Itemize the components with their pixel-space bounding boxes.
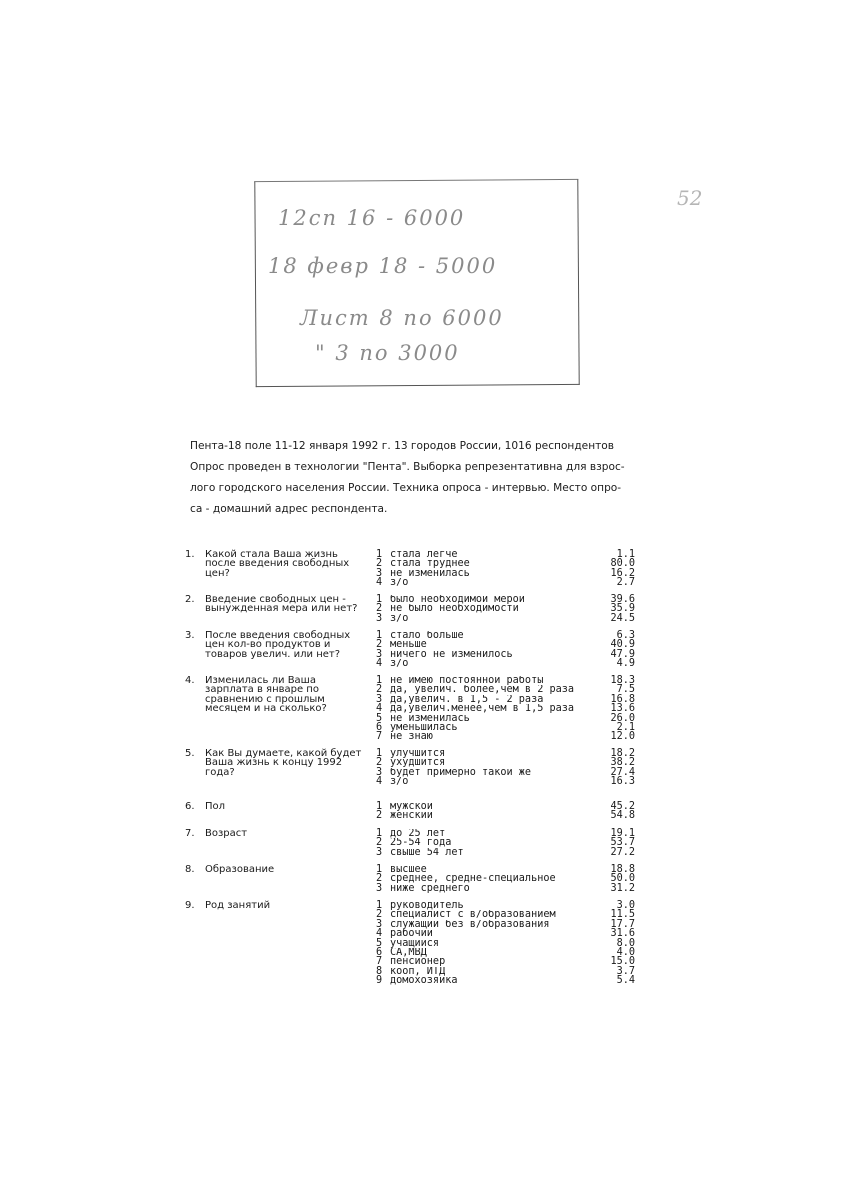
answer-label: да,увелич.менее,чем в 1,5 раза bbox=[390, 704, 575, 714]
answer-row bbox=[376, 732, 635, 741]
answer-code: 3 bbox=[376, 612, 383, 624]
answer-code: 2 bbox=[376, 873, 383, 885]
answer-code: 3 bbox=[376, 882, 383, 894]
question-text: Какой стала Ваша жизнь после введения свободных цен? bbox=[205, 549, 350, 579]
answer-label: среднее, средне-специальное bbox=[390, 874, 556, 884]
answer-row bbox=[376, 802, 635, 811]
answer-percent: 17.7 bbox=[610, 918, 635, 930]
answer-code: 4 bbox=[376, 928, 383, 940]
answer-code: 2 bbox=[376, 810, 383, 822]
answer-list bbox=[376, 865, 635, 893]
question-number: 4. bbox=[185, 675, 195, 686]
answer-percent: 54.8 bbox=[610, 810, 635, 822]
answer-label: улучшится bbox=[390, 749, 446, 759]
answer-percent: 16.3 bbox=[610, 776, 635, 788]
answer-label: учащийся bbox=[390, 938, 440, 948]
answer-percent: 2.1 bbox=[616, 721, 635, 733]
answer-code: 6 bbox=[376, 946, 383, 958]
answer-row bbox=[376, 768, 635, 777]
answer-code: 2 bbox=[376, 909, 383, 921]
answer-percent: 6.3 bbox=[616, 630, 635, 641]
answer-row bbox=[376, 910, 635, 919]
answer-row bbox=[376, 650, 635, 659]
answer-label: з/о bbox=[390, 613, 409, 624]
handwritten-line-4: " 3 по 3000 bbox=[315, 341, 460, 365]
answer-row bbox=[376, 929, 635, 938]
answer-percent: 11.5 bbox=[610, 909, 635, 921]
answer-code: 2 bbox=[376, 558, 383, 570]
answer-row bbox=[376, 685, 635, 694]
answer-label: ниже среднего bbox=[390, 883, 470, 894]
answer-row bbox=[376, 631, 635, 640]
question-number: 2. bbox=[185, 594, 195, 605]
answer-list bbox=[376, 802, 635, 821]
answer-row bbox=[376, 578, 635, 587]
answer-row bbox=[376, 559, 635, 568]
answer-code: 3 bbox=[376, 766, 383, 778]
answer-code: 1 bbox=[376, 594, 383, 605]
answer-percent: 50.0 bbox=[610, 873, 635, 885]
answer-label: СА,МВД bbox=[390, 947, 427, 958]
answer-code: 2 bbox=[376, 603, 383, 615]
question-text: Изменилась ли Ваша зарплата в январе по сравнению с прошлым месяцем и на сколько? bbox=[205, 675, 327, 715]
question-text: Род занятий bbox=[205, 900, 271, 911]
answer-percent: 40.9 bbox=[610, 639, 635, 651]
answer-list bbox=[376, 749, 635, 787]
answer-percent: 31.6 bbox=[610, 928, 635, 940]
answer-list bbox=[376, 595, 635, 623]
answer-percent: 3.7 bbox=[616, 965, 635, 977]
header-line-1: Пента-18 поле 11-12 января 1992 г. 13 городов России, 1016 респондентов bbox=[190, 440, 615, 452]
answer-code: 3 bbox=[376, 648, 383, 660]
answer-percent: 18.2 bbox=[610, 748, 635, 759]
answer-row bbox=[376, 758, 635, 767]
answer-percent: 80.0 bbox=[610, 558, 635, 570]
handwritten-line-3: Лист 8 по 6000 bbox=[300, 306, 504, 330]
answer-percent: 15.0 bbox=[610, 956, 635, 968]
answer-row bbox=[376, 901, 635, 910]
answer-label: стала труднее bbox=[390, 559, 470, 569]
answer-label: высшее bbox=[390, 865, 427, 875]
answer-code: 5 bbox=[376, 712, 383, 724]
answer-row bbox=[376, 723, 635, 732]
question-number: 9. bbox=[185, 900, 195, 911]
question-number: 8. bbox=[185, 864, 195, 875]
answer-label: специалист с в/образованием bbox=[390, 910, 556, 920]
answer-row bbox=[376, 714, 635, 723]
answer-row bbox=[376, 550, 635, 559]
answer-label: не имею постоянной работы bbox=[390, 676, 544, 686]
answer-row bbox=[376, 777, 635, 786]
answer-code: 1 bbox=[376, 801, 383, 812]
header-line-4: са - домашний адрес респондента. bbox=[190, 503, 388, 515]
answer-label: 25-54 года bbox=[390, 838, 452, 848]
answer-label: женский bbox=[390, 811, 433, 821]
answer-label: уменьшилась bbox=[390, 722, 458, 733]
answer-percent: 8.0 bbox=[616, 937, 635, 949]
answer-percent: 18.3 bbox=[610, 675, 635, 686]
answer-code: 2 bbox=[376, 837, 383, 849]
answer-list bbox=[376, 829, 635, 857]
answer-label: з/о bbox=[390, 777, 409, 787]
answer-label: свыше 54 лет bbox=[390, 847, 464, 858]
question-number: 1. bbox=[185, 549, 195, 560]
answer-row bbox=[376, 874, 635, 883]
answer-label: было необходимой мерой bbox=[390, 595, 525, 605]
answer-list bbox=[376, 550, 635, 588]
question-number: 3. bbox=[185, 630, 195, 641]
answer-code: 4 bbox=[376, 577, 383, 589]
answer-code: 2 bbox=[376, 757, 383, 769]
answer-percent: 7.5 bbox=[616, 684, 635, 696]
answer-row bbox=[376, 695, 635, 704]
answer-code: 6 bbox=[376, 721, 383, 733]
answer-percent: 26.0 bbox=[610, 712, 635, 724]
answer-percent: 39.6 bbox=[610, 594, 635, 605]
answer-label: ничего не изменилось bbox=[390, 649, 513, 660]
answer-percent: 5.4 bbox=[616, 975, 635, 987]
answer-row bbox=[376, 595, 635, 604]
question-text: Образование bbox=[205, 864, 275, 875]
survey-header bbox=[190, 436, 750, 520]
answer-label: да, увелич. более,чем в 2 раза bbox=[390, 685, 575, 695]
answer-code: 1 bbox=[376, 675, 383, 686]
answer-row bbox=[376, 640, 635, 649]
answer-percent: 35.9 bbox=[610, 603, 635, 615]
answer-label: да,увелич. в 1,5 - 2 раза bbox=[390, 694, 544, 705]
answer-row bbox=[376, 884, 635, 893]
answer-percent: 4.0 bbox=[616, 946, 635, 958]
answer-row bbox=[376, 948, 635, 957]
answer-code: 1 bbox=[376, 630, 383, 641]
answer-percent: 16.8 bbox=[610, 693, 635, 705]
answer-percent: 1.1 bbox=[616, 549, 635, 560]
answer-code: 3 bbox=[376, 693, 383, 705]
answer-code: 1 bbox=[376, 828, 383, 839]
answer-row bbox=[376, 848, 635, 857]
question-text: Пол bbox=[205, 801, 226, 812]
question-number: 7. bbox=[185, 828, 195, 839]
answer-label: стала легче bbox=[390, 550, 458, 560]
answer-row bbox=[376, 676, 635, 685]
answer-percent: 53.7 bbox=[610, 837, 635, 849]
header-line-2: Опрос проведен в технологии "Пента". Выборка репрезентативна для взрос- bbox=[190, 461, 625, 473]
answer-row bbox=[376, 829, 635, 838]
question-text: Возраст bbox=[205, 828, 248, 839]
question-number: 6. bbox=[185, 801, 195, 812]
answer-code: 3 bbox=[376, 918, 383, 930]
answer-code: 1 bbox=[376, 549, 383, 560]
answer-percent: 2.7 bbox=[616, 577, 635, 589]
answer-label: рабочий bbox=[390, 929, 433, 939]
question-text: После введения свободных цен кол-во продуктов и товаров увелич. или нет? bbox=[205, 630, 351, 660]
answer-percent: 31.2 bbox=[610, 882, 635, 894]
answer-code: 1 bbox=[376, 864, 383, 875]
answer-code: 3 bbox=[376, 846, 383, 858]
answer-label: ухудшится bbox=[390, 758, 446, 768]
answer-label: не изменилась bbox=[390, 713, 470, 723]
answer-label: не было необходимости bbox=[390, 604, 519, 614]
answer-percent: 45.2 bbox=[610, 801, 635, 812]
answer-percent: 3.0 bbox=[616, 900, 635, 911]
answer-row bbox=[376, 920, 635, 929]
answer-label: служащий без в/образования bbox=[390, 919, 550, 930]
answer-row bbox=[376, 614, 635, 623]
answer-label: стало больше bbox=[390, 631, 464, 641]
answer-label: будет примерно такой же bbox=[390, 767, 532, 778]
answer-code: 1 bbox=[376, 748, 383, 759]
answer-label: домохозяйка bbox=[390, 976, 458, 986]
handwritten-line-2: 18 февр 18 - 5000 bbox=[268, 254, 498, 278]
answer-code: 1 bbox=[376, 900, 383, 911]
answer-row bbox=[376, 865, 635, 874]
answer-code: 2 bbox=[376, 684, 383, 696]
answer-list bbox=[376, 901, 635, 986]
question-number: 5. bbox=[185, 748, 195, 759]
answer-code: 4 bbox=[376, 776, 383, 788]
answer-code: 4 bbox=[376, 703, 383, 715]
answer-row bbox=[376, 704, 635, 713]
answer-code: 4 bbox=[376, 658, 383, 670]
answer-label: меньше bbox=[390, 640, 427, 650]
answer-row bbox=[376, 939, 635, 948]
answer-percent: 12.0 bbox=[610, 731, 635, 743]
answer-label: не знаю bbox=[390, 732, 433, 742]
answer-label: мужской bbox=[390, 802, 433, 812]
answer-row bbox=[376, 749, 635, 758]
answer-list bbox=[376, 631, 635, 669]
answer-percent: 38.2 bbox=[610, 757, 635, 769]
answer-code: 7 bbox=[376, 731, 383, 743]
answer-row bbox=[376, 838, 635, 847]
answer-percent: 19.1 bbox=[610, 828, 635, 839]
answer-label: з/о bbox=[390, 578, 409, 588]
answer-percent: 13.6 bbox=[610, 703, 635, 715]
question-text: Введение свободных цен - вынужденная мера или нет? bbox=[205, 594, 358, 615]
answer-percent: 27.4 bbox=[610, 766, 635, 778]
answer-row bbox=[376, 967, 635, 976]
answer-row bbox=[376, 659, 635, 668]
answer-list bbox=[376, 676, 635, 742]
answer-percent: 4.9 bbox=[616, 658, 635, 670]
answer-code: 2 bbox=[376, 639, 383, 651]
answer-row bbox=[376, 569, 635, 578]
answer-percent: 47.9 bbox=[610, 648, 635, 660]
answer-code: 9 bbox=[376, 975, 383, 987]
answer-row bbox=[376, 811, 635, 820]
answer-label: з/о bbox=[390, 659, 409, 669]
answer-code: 8 bbox=[376, 965, 383, 977]
answer-row bbox=[376, 976, 635, 985]
answer-label: не изменилась bbox=[390, 568, 470, 579]
answer-percent: 27.2 bbox=[610, 846, 635, 858]
header-line-3: лого городского населения России. Техника опроса - интервью. Место опро- bbox=[190, 482, 622, 494]
answer-label: пенсионер bbox=[390, 957, 446, 967]
answer-code: 7 bbox=[376, 956, 383, 968]
answer-label: до 25 лет bbox=[390, 829, 446, 839]
page-number: 52 bbox=[677, 186, 703, 210]
answer-label: кооп, ИТД bbox=[390, 966, 446, 977]
question-text: Как Вы думаете, какой будет Ваша жизнь к концу 1992 года? bbox=[205, 748, 362, 778]
answer-code: 3 bbox=[376, 567, 383, 579]
answer-percent: 16.2 bbox=[610, 567, 635, 579]
answer-percent: 18.8 bbox=[610, 864, 635, 875]
answer-label: руководитель bbox=[390, 901, 464, 911]
answer-row bbox=[376, 604, 635, 613]
handwritten-line-1: 12сп 16 - 6000 bbox=[278, 206, 466, 230]
answer-row bbox=[376, 957, 635, 966]
answer-percent: 24.5 bbox=[610, 612, 635, 624]
answer-code: 5 bbox=[376, 937, 383, 949]
